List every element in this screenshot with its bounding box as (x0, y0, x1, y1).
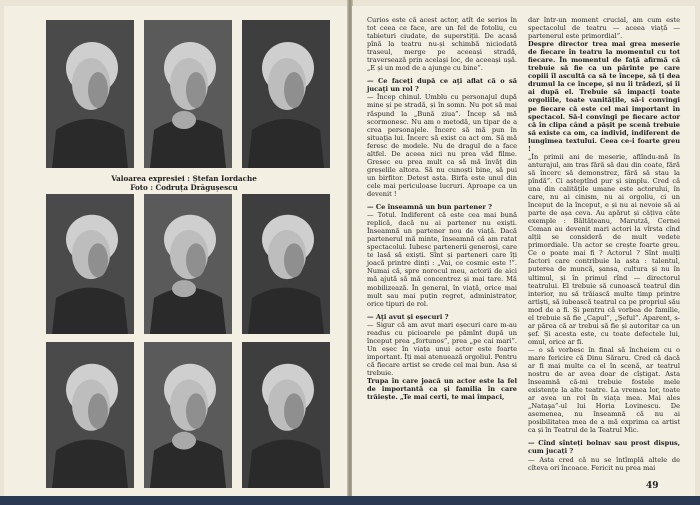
portrait-photo-1 (46, 20, 134, 168)
caption-title: Valoarea expresiei : Ștefan Iordache (111, 174, 257, 183)
face-shadow-shape (284, 243, 304, 277)
text-column-2 (528, 16, 680, 472)
paragraph: — Asta cred că nu se întîmplă altele de cîteva ori încoace. Fericit nu prea mai (528, 455, 680, 472)
shoulders-shape (248, 119, 324, 168)
photo-caption (84, 174, 284, 192)
portrait-photo-2 (144, 20, 232, 168)
face-shadow-shape (88, 72, 108, 108)
paragraph: — Încep chinul. Umblu cu personajul după mine și pe stradă, și în somn. Nu pot să mai răspund la „Bună ziua”. Încep să mă scormonesc. Nu am o metodă, un tipar de a crea personajele. Încerc să mă pun în situația lui. Încerc să exist ca act om. Să mă feresc de modele. Nu de dragul de a face altfel. De aceea nici nu prea văd filme. Gresec eu prea mult ca să mă învăț din greșelile altora. Să nu cunoști bine, să pui un birfitor. Detest asta. Birfa este unul din cele mai periculoase lucruri. Aproape ca un devenit ! (367, 93, 517, 198)
paragraph: „În primii ani de meserie, aflîndu-mă în anturajul, am tras fără să dau din coate, fără să încerc să demonstrez, fără să stau la pîndă”. Ci așteptînd pur și simplu. Cred că una din calitățile umane este actorului, în care, nu ai cinism, nu ai orgoliu, ci un început de la început, e și nu ai nevoie să ai parte de așa ceva. Au apărut și câțiva câte exemple : Băltățeanu, Marutză, Cernei Coman au devenit mari actori la vîrsta cînd alții se consideră de mult vedete primordiale. Un actor se crește foarte greu. Ce o poate mai fi ? Actorul ? Sînt mulți factori care contribuie la asta : talentul, puterea de muncă, șansa, cultura și nu în ultimul, și în primul rînd — directorul teatrului. El trebuie să cunoască teatrul din interior, nu să trăiască multe timp printre artiști, să iubească teatrul ca pe propriul său mod de a fi. Și pentru că vorbea de familie, el trebuie să fie „Capul”, „Șeful”. Aparent, s-ar părea că ar trebui să fie și autoritar ca un șef. Și acesta este, cu toate defectele lui, omul, orice ar fi. (528, 152, 680, 346)
caption-credit: Foto : Codruța Drăgușescu (130, 183, 238, 192)
interview-question: — Ce faceți după ce aţi aflat că o să jucaţi un rol ? (367, 77, 517, 94)
face-shadow-shape (284, 393, 304, 429)
portrait-photo-4 (46, 194, 134, 334)
face-shadow-shape (88, 393, 108, 429)
page-number: 49 (646, 481, 659, 491)
portrait-photo-5 (144, 194, 232, 334)
face-shadow-shape (186, 72, 206, 108)
portrait-photo-8 (144, 342, 232, 488)
book-edge (0, 496, 700, 505)
portrait-photo-3 (242, 20, 330, 168)
paragraph: dar într-un moment crucial, am cum este spectacolul de teatru — aceea viață — partenerul este primordial”. (528, 16, 680, 41)
face-shadow-shape (186, 393, 206, 429)
paragraph: — Sigur că am avut mari eșecuri care m-au readus cu picioarele pe pămînt după un început prea „fortunos”, prea „pe cai mari”. Un eșec în viața unui actor este foarte important. Îți mai atenuează orgoliul. Pentru că fiecare artist se crede cel mai bun. Asa si trebuie. (367, 320, 517, 377)
paragraph-bold: Trupa în care joacă un actor este la fel de importantă ca și familia în care trăiește. „Te mai certi, te mai împaci, (367, 377, 517, 402)
hand-shape (172, 111, 196, 129)
paragraph: — Totul. Indiferent că este cea mai bună replică, dacă nu ai partener nu exiști. Înseamnă un partener nou de viață. Dacă partenerul mă minte, înseamnă că am ratat spectacolul. Iubesc partenerii generoși, care te lasă să exiști. Sînt și parteneri care îți joacă printre dinți : „Vai, ce cosmic este !”. Numai că, spre norocul meu, actorii de aici mă ajută să mă concentrez și mai tare. Mă mobilizează. În general, în viață, orice mai mult sau mai puțin regret, administrator, orice tipuri de rol. (367, 211, 517, 308)
shoulders-shape (248, 288, 324, 334)
face-shadow-shape (186, 243, 206, 277)
hand-shape (172, 280, 196, 297)
face-shadow-shape (284, 72, 304, 108)
face-shadow-shape (88, 243, 108, 277)
shoulders-shape (248, 440, 324, 488)
shoulders-shape (52, 119, 128, 168)
portrait-photo-9 (242, 342, 330, 488)
paragraph: Curios este că acest actor, atît de serios în tot ceea ce face, are un fel de fotoliu, cu tabieturi ciudate, de superstiții. De acasă pînă la teatru nu-și schimbă niciodată traseul, merge pe aceeași stradă, traversează prin același loc, de aceeași ușă. „E și un mod de a ajunge cu bine”. (367, 16, 517, 73)
interview-question: — Ce înseamnă un bun partener ? (367, 203, 493, 212)
right-page (352, 6, 695, 496)
text-column-1 (367, 16, 517, 401)
shoulders-shape (52, 288, 128, 334)
interview-question: — Cînd sînteți bolnav sau prost dispus, cum jucați ? (528, 439, 680, 456)
portrait-photo-6 (242, 194, 330, 334)
paragraph-bold: Despre director trea mai grea meserie de fiecare în teatru la momentul cu tot fiecare. În momentul de față afirmă că trebuie să fie ca un părinte pe care copiii îl ascultă ca să te începe, să ți dea drumul la ce începe, și nu îi trădezi, și îi ai după el. Trebuie să impacți toate orgoliile, toate vanitățile, să-i convingi pe fiecare că este cel mai important în spectacol. Să-l convingi pe fiecare actor că în clipa când a pășit pe scenă trebuie să existe ca om, ca individ, indiferent de lungimea textului. Ceea ce-i foarte greu ! (528, 40, 680, 153)
paragraph: — o să vorbesc în final să încheiem cu o mare fericire că Dinu Săraru. Cred că dacă ar fi mai multe ca el în scenă, ar teatrul nostru de ar avea doar de cîștigat. Asta înseamnă că-mi trebuie fostele mele existențe la alte teatre. La vremea lor, toate ar avea un rol în viața mea. Mai ales „Nataşa”-ul lui Horia Lovinescu. De asemenea, nu înseamnă că nu ai posibilitatea mea de a mă exprima ca artist ca și în Teatrul de la Teatrul Mic. (528, 345, 680, 435)
portrait-photo-7 (46, 342, 134, 488)
left-page (4, 6, 348, 496)
shoulders-shape (52, 440, 128, 488)
interview-question: — Aţi avut și eșecuri ? (367, 312, 449, 321)
hand-shape (172, 432, 196, 450)
